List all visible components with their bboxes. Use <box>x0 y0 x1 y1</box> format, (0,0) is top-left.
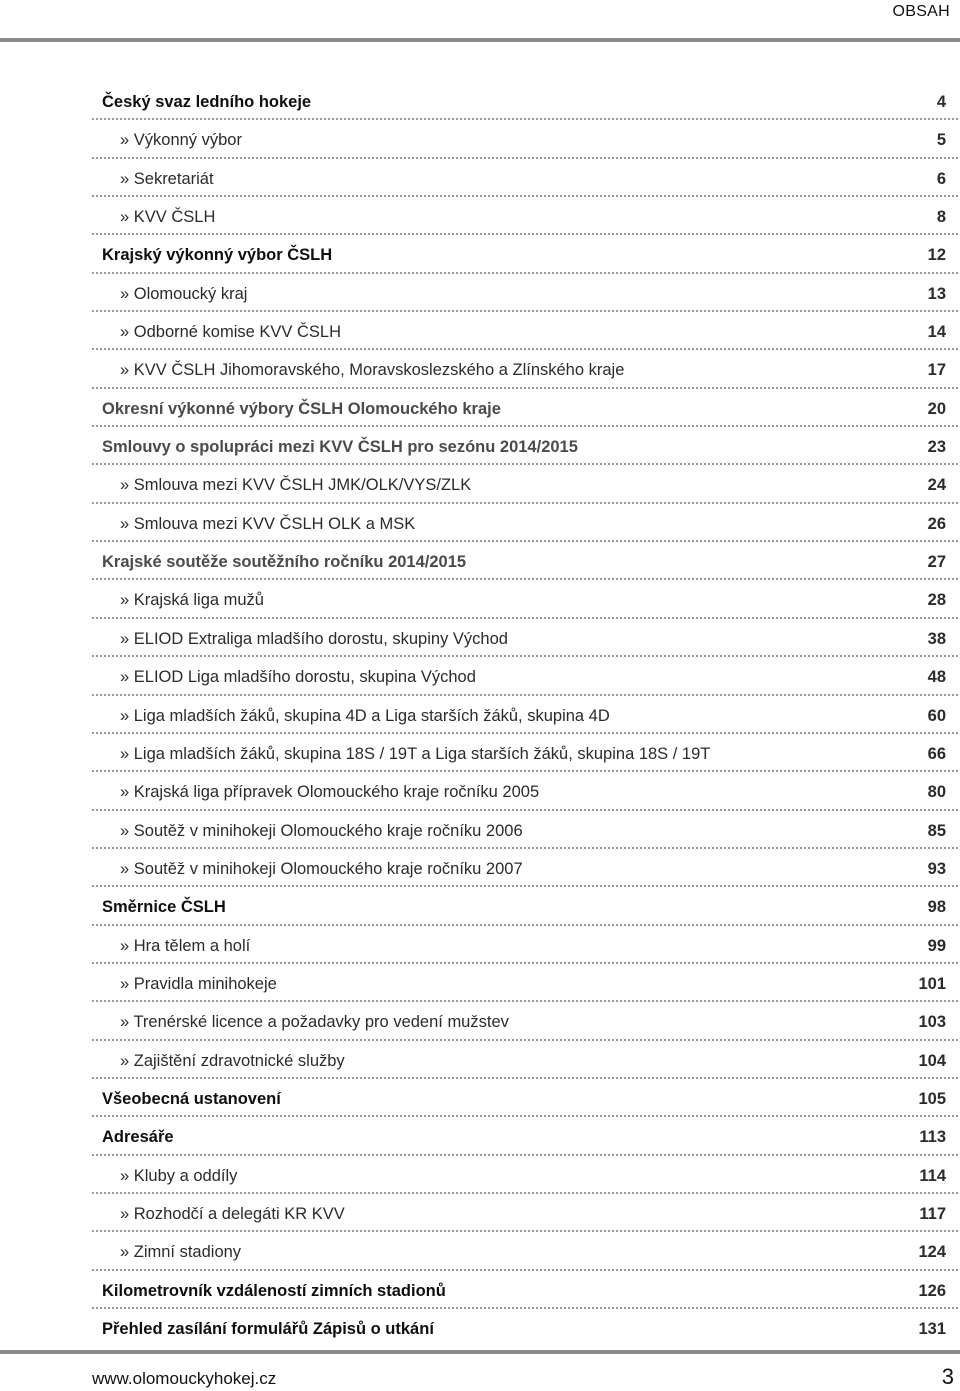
toc-entry[interactable] <box>92 619 958 657</box>
toc-entry-page: 114 <box>919 1166 946 1185</box>
toc-entry-page: 117 <box>919 1204 946 1223</box>
toc-entry[interactable] <box>92 887 958 925</box>
toc-entry[interactable] <box>92 1156 958 1194</box>
toc-entry[interactable] <box>92 159 958 197</box>
toc-entry-page: 4 <box>936 93 946 111</box>
toc-entry[interactable] <box>92 657 958 695</box>
toc-entry-title: » Trenérské licence a požadavky pro vedení mužstev <box>120 1013 509 1032</box>
toc-entry[interactable] <box>92 1271 958 1309</box>
toc-entry-title: Adresáře <box>102 1128 174 1147</box>
toc-entry[interactable] <box>92 542 958 580</box>
toc-entry-page: 5 <box>936 131 946 150</box>
toc-entry-title: » Soutěž v minihokeji Olomouckého kraje ročníku 2006 <box>120 821 523 840</box>
toc-entry-title: Všeobecná ustanovení <box>102 1089 281 1108</box>
toc-entry[interactable] <box>92 120 958 158</box>
toc-entry-page: 27 <box>927 553 946 572</box>
toc-entry[interactable] <box>92 350 958 388</box>
toc-entry-title: » Pravidla minihokeje <box>120 974 277 993</box>
toc-entry-page: 98 <box>927 898 946 917</box>
toc-entry-title: Krajské soutěže soutěžního ročníku 2014/2015 <box>102 553 467 572</box>
toc-entry-title: » Sekretariát <box>120 169 214 188</box>
toc-entry[interactable] <box>92 389 958 427</box>
toc-entry-title: » Liga mladších žáků, skupina 18S / 19T a Liga starších žáků, skupina 18S / 19T <box>120 744 711 763</box>
toc-entry-title: Přehled zasílání formulářů Zápisů o utkání <box>102 1320 434 1338</box>
toc-entry[interactable] <box>92 1309 958 1347</box>
toc-entry[interactable] <box>92 1117 958 1155</box>
toc-entry-page: 101 <box>918 974 946 993</box>
toc-entry-title: Krajský výkonný výbor ČSLH <box>102 246 333 265</box>
toc-entry[interactable] <box>92 235 958 273</box>
toc-entry-title: » KVV ČSLH Jihomoravského, Moravskoslezského a Zlínského kraje <box>120 361 625 380</box>
toc-entry-page: 38 <box>927 629 946 648</box>
toc-entry[interactable] <box>92 580 958 618</box>
footer-divider <box>0 1350 960 1354</box>
toc-entry-page: 28 <box>927 591 946 610</box>
toc-entry[interactable] <box>92 1041 958 1079</box>
toc-entry-title: » ELIOD Liga mladšího dorostu, skupina Východ <box>120 668 476 687</box>
toc-entry[interactable] <box>92 82 958 120</box>
toc-entry[interactable] <box>92 427 958 465</box>
toc-entry-title: » Soutěž v minihokeji Olomouckého kraje ročníku 2007 <box>120 859 523 878</box>
toc-entry-page: 124 <box>918 1243 946 1262</box>
toc-entry-page: 131 <box>918 1320 946 1338</box>
toc-entry-title: » ELIOD Extraliga mladšího dorostu, skupiny Východ <box>120 629 508 648</box>
toc-entry-title: » Hra tělem a holí <box>120 936 251 955</box>
toc-entry-page: 60 <box>927 706 946 725</box>
toc-entry-title: » Zimní stadiony <box>120 1243 242 1262</box>
toc-entry-page: 105 <box>918 1089 946 1108</box>
toc-entry[interactable] <box>92 811 958 849</box>
footer-url[interactable]: www.olomouckyhokej.cz <box>92 1369 277 1388</box>
toc-entry[interactable] <box>92 734 958 772</box>
toc-entry-page: 14 <box>927 323 946 342</box>
toc-entry-page: 24 <box>927 476 946 495</box>
toc-entry-title: » Krajská liga přípravek Olomouckého kraje ročníku 2005 <box>120 783 540 802</box>
toc-entry-title: » Krajská liga mužů <box>120 591 264 610</box>
toc-entry-page: 13 <box>927 284 946 303</box>
toc-entry-title: » Smlouva mezi KVV ČSLH JMK/OLK/VYS/ZLK <box>120 476 472 495</box>
toc-entry-page: 8 <box>936 208 946 227</box>
toc-entry-title: Okresní výkonné výbory ČSLH Olomouckého kraje <box>102 399 501 418</box>
toc-entry-page: 23 <box>927 438 946 457</box>
toc-entry[interactable] <box>92 849 958 887</box>
toc-entry[interactable] <box>92 772 958 810</box>
toc-entry[interactable] <box>92 1002 958 1040</box>
toc-entry-page: 99 <box>927 936 946 955</box>
toc-entry[interactable] <box>92 312 958 350</box>
toc-entry-title: » Rozhodčí a delegáti KR KVV <box>120 1204 345 1223</box>
toc-entry-page: 80 <box>927 783 946 802</box>
toc-entry-page: 26 <box>927 514 946 533</box>
toc-entry-title: Kilometrovník vzdáleností zimních stadionů <box>102 1281 446 1300</box>
toc-entry-title: Český svaz ledního hokeje <box>102 93 312 111</box>
toc-entry-page: 126 <box>918 1281 946 1300</box>
page-number: 3 <box>941 1364 954 1389</box>
toc-entry[interactable] <box>92 696 958 734</box>
toc-entry-page: 66 <box>927 744 946 763</box>
toc-entry-page: 17 <box>927 361 946 380</box>
toc-entry-page: 12 <box>927 246 946 265</box>
toc-entry-page: 85 <box>927 821 946 840</box>
toc-entry-title: » Smlouva mezi KVV ČSLH OLK a MSK <box>120 514 416 533</box>
toc-entry-page: 48 <box>927 668 946 687</box>
toc-entry-title: » Olomoucký kraj <box>120 284 248 303</box>
table-of-contents <box>92 82 958 1347</box>
section-title: OBSAH <box>892 3 950 20</box>
toc-entry-page: 103 <box>918 1013 946 1032</box>
toc-entry-title: Smlouvy o spolupráci mezi KVV ČSLH pro sezónu 2014/2015 <box>102 438 578 457</box>
toc-entry-page: 6 <box>936 169 946 188</box>
toc-entry-page: 104 <box>918 1051 946 1070</box>
toc-entry[interactable] <box>92 1232 958 1270</box>
toc-entry-page: 20 <box>927 399 946 418</box>
toc-entry-title: » KVV ČSLH <box>120 208 216 227</box>
toc-entry-title: » Kluby a oddíly <box>120 1166 238 1185</box>
toc-entry[interactable] <box>92 504 958 542</box>
toc-entry-title: » Zajištění zdravotnické služby <box>120 1051 345 1070</box>
toc-entry[interactable] <box>92 197 958 235</box>
toc-entry[interactable] <box>92 274 958 312</box>
header-divider <box>0 38 960 42</box>
toc-entry[interactable] <box>92 1079 958 1117</box>
toc-entry[interactable] <box>92 1194 958 1232</box>
toc-entry-title: » Výkonný výbor <box>120 131 242 150</box>
toc-entry[interactable] <box>92 926 958 964</box>
toc-entry-title: » Liga mladších žáků, skupina 4D a Liga starších žáků, skupina 4D <box>120 706 610 725</box>
toc-entry[interactable] <box>92 465 958 503</box>
toc-entry-page: 113 <box>919 1128 946 1147</box>
toc-entry-title: » Odborné komise KVV ČSLH <box>120 323 342 342</box>
toc-entry-title: Směrnice ČSLH <box>102 898 226 917</box>
toc-entry[interactable] <box>92 964 958 1002</box>
toc-entry-page: 93 <box>927 859 946 878</box>
